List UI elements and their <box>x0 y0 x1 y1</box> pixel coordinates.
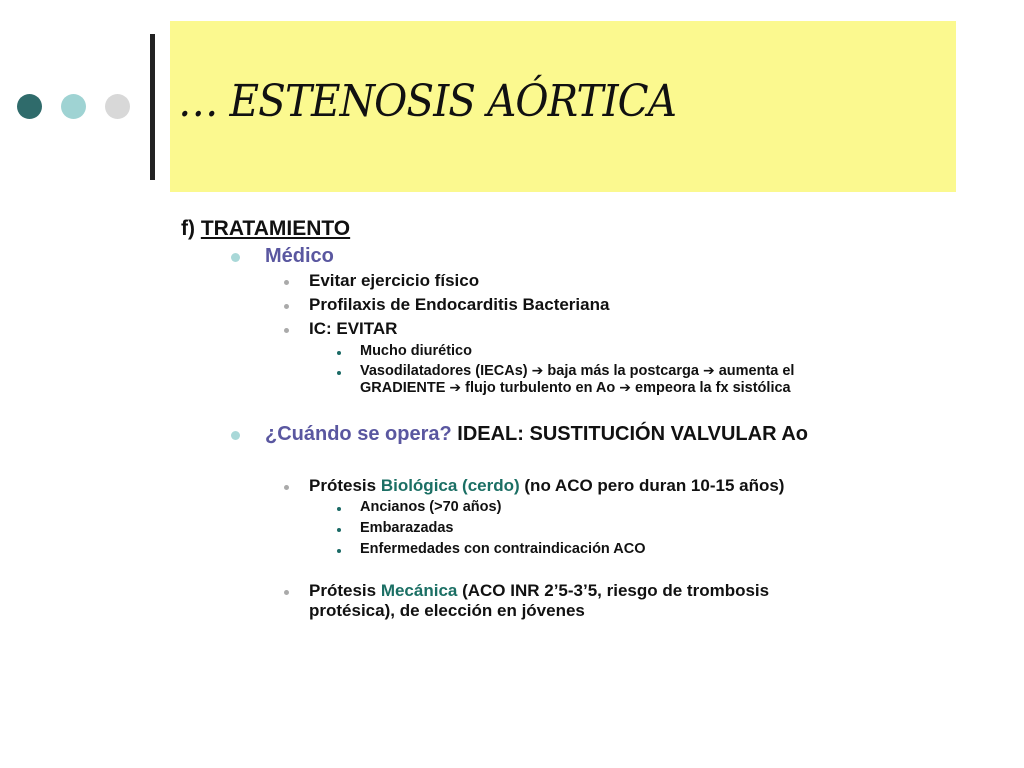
text-segment: GRADIENTE <box>360 380 450 396</box>
text-segment: (no ACO pero duran 10-15 años) <box>519 476 785 495</box>
list-item: Embarazadas <box>360 520 454 536</box>
list-item: Profilaxis de Endocarditis Bacteriana <box>309 295 610 314</box>
cuando-line <box>265 423 808 446</box>
text-segment: Prótesis <box>309 581 381 600</box>
text-segment: aumenta el <box>714 363 795 379</box>
text-segment: Prótesis <box>309 476 381 495</box>
bullet-level3 <box>337 507 341 511</box>
slide-title: … ESTENOSIS AÓRTICA <box>178 76 677 127</box>
bullet-level3 <box>337 549 341 553</box>
vasodilatadores-line1 <box>360 363 794 379</box>
text-segment: (ACO INR 2’5-3’5, riesgo de trombosis <box>457 581 770 600</box>
arrow-icon: ➔ <box>449 380 462 396</box>
bullet-level3 <box>337 371 341 375</box>
bullet-level2 <box>284 304 289 309</box>
decor-dot-dark <box>17 94 42 119</box>
text-segment: empeora la fx sistólica <box>631 380 791 396</box>
list-item: IC: EVITAR <box>309 319 398 338</box>
section-prefix: f) <box>181 217 201 240</box>
mecanica-type: Mecánica <box>380 581 458 600</box>
list-item: Mucho diurético <box>360 343 472 359</box>
text-segment: Vasodilatadores (IECAs) <box>360 363 532 379</box>
medico-label: Médico <box>265 245 334 267</box>
title-divider <box>150 34 155 180</box>
list-item: Enfermedades con contraindicación ACO <box>360 541 646 557</box>
arrow-icon: ➔ <box>531 363 544 379</box>
decor-dot-grey <box>105 94 130 119</box>
bullet-level3 <box>337 351 341 355</box>
list-item: Evitar ejercicio físico <box>309 271 480 290</box>
text-segment: flujo turbulento en Ao <box>461 380 620 396</box>
biologica-line <box>309 476 784 496</box>
cuando-question: ¿Cuándo se opera? <box>265 423 452 445</box>
text-segment: baja más la postcarga <box>543 363 703 379</box>
bullet-level2 <box>284 590 289 595</box>
biologica-type: Biológica (cerdo) <box>380 476 520 495</box>
bullet-level3 <box>337 528 341 532</box>
decor-dot-light <box>61 94 86 119</box>
bullet-level2 <box>284 485 289 490</box>
arrow-icon: ➔ <box>702 363 715 379</box>
cuando-answer: IDEAL: SUSTITUCIÓN VALVULAR Ao <box>451 423 808 445</box>
vasodilatadores-line2 <box>360 380 791 396</box>
mecanica-line1 <box>309 581 769 601</box>
bullet-level2 <box>284 328 289 333</box>
bullet-level1 <box>231 431 240 440</box>
mecanica-line2: protésica), de elección en jóvenes <box>309 601 585 620</box>
bullet-level2 <box>284 280 289 285</box>
arrow-icon: ➔ <box>619 380 632 396</box>
section-title: TRATAMIENTO <box>200 217 351 240</box>
bullet-level1 <box>231 253 240 262</box>
list-item: Ancianos (>70 años) <box>360 499 502 515</box>
section-heading <box>181 217 350 241</box>
